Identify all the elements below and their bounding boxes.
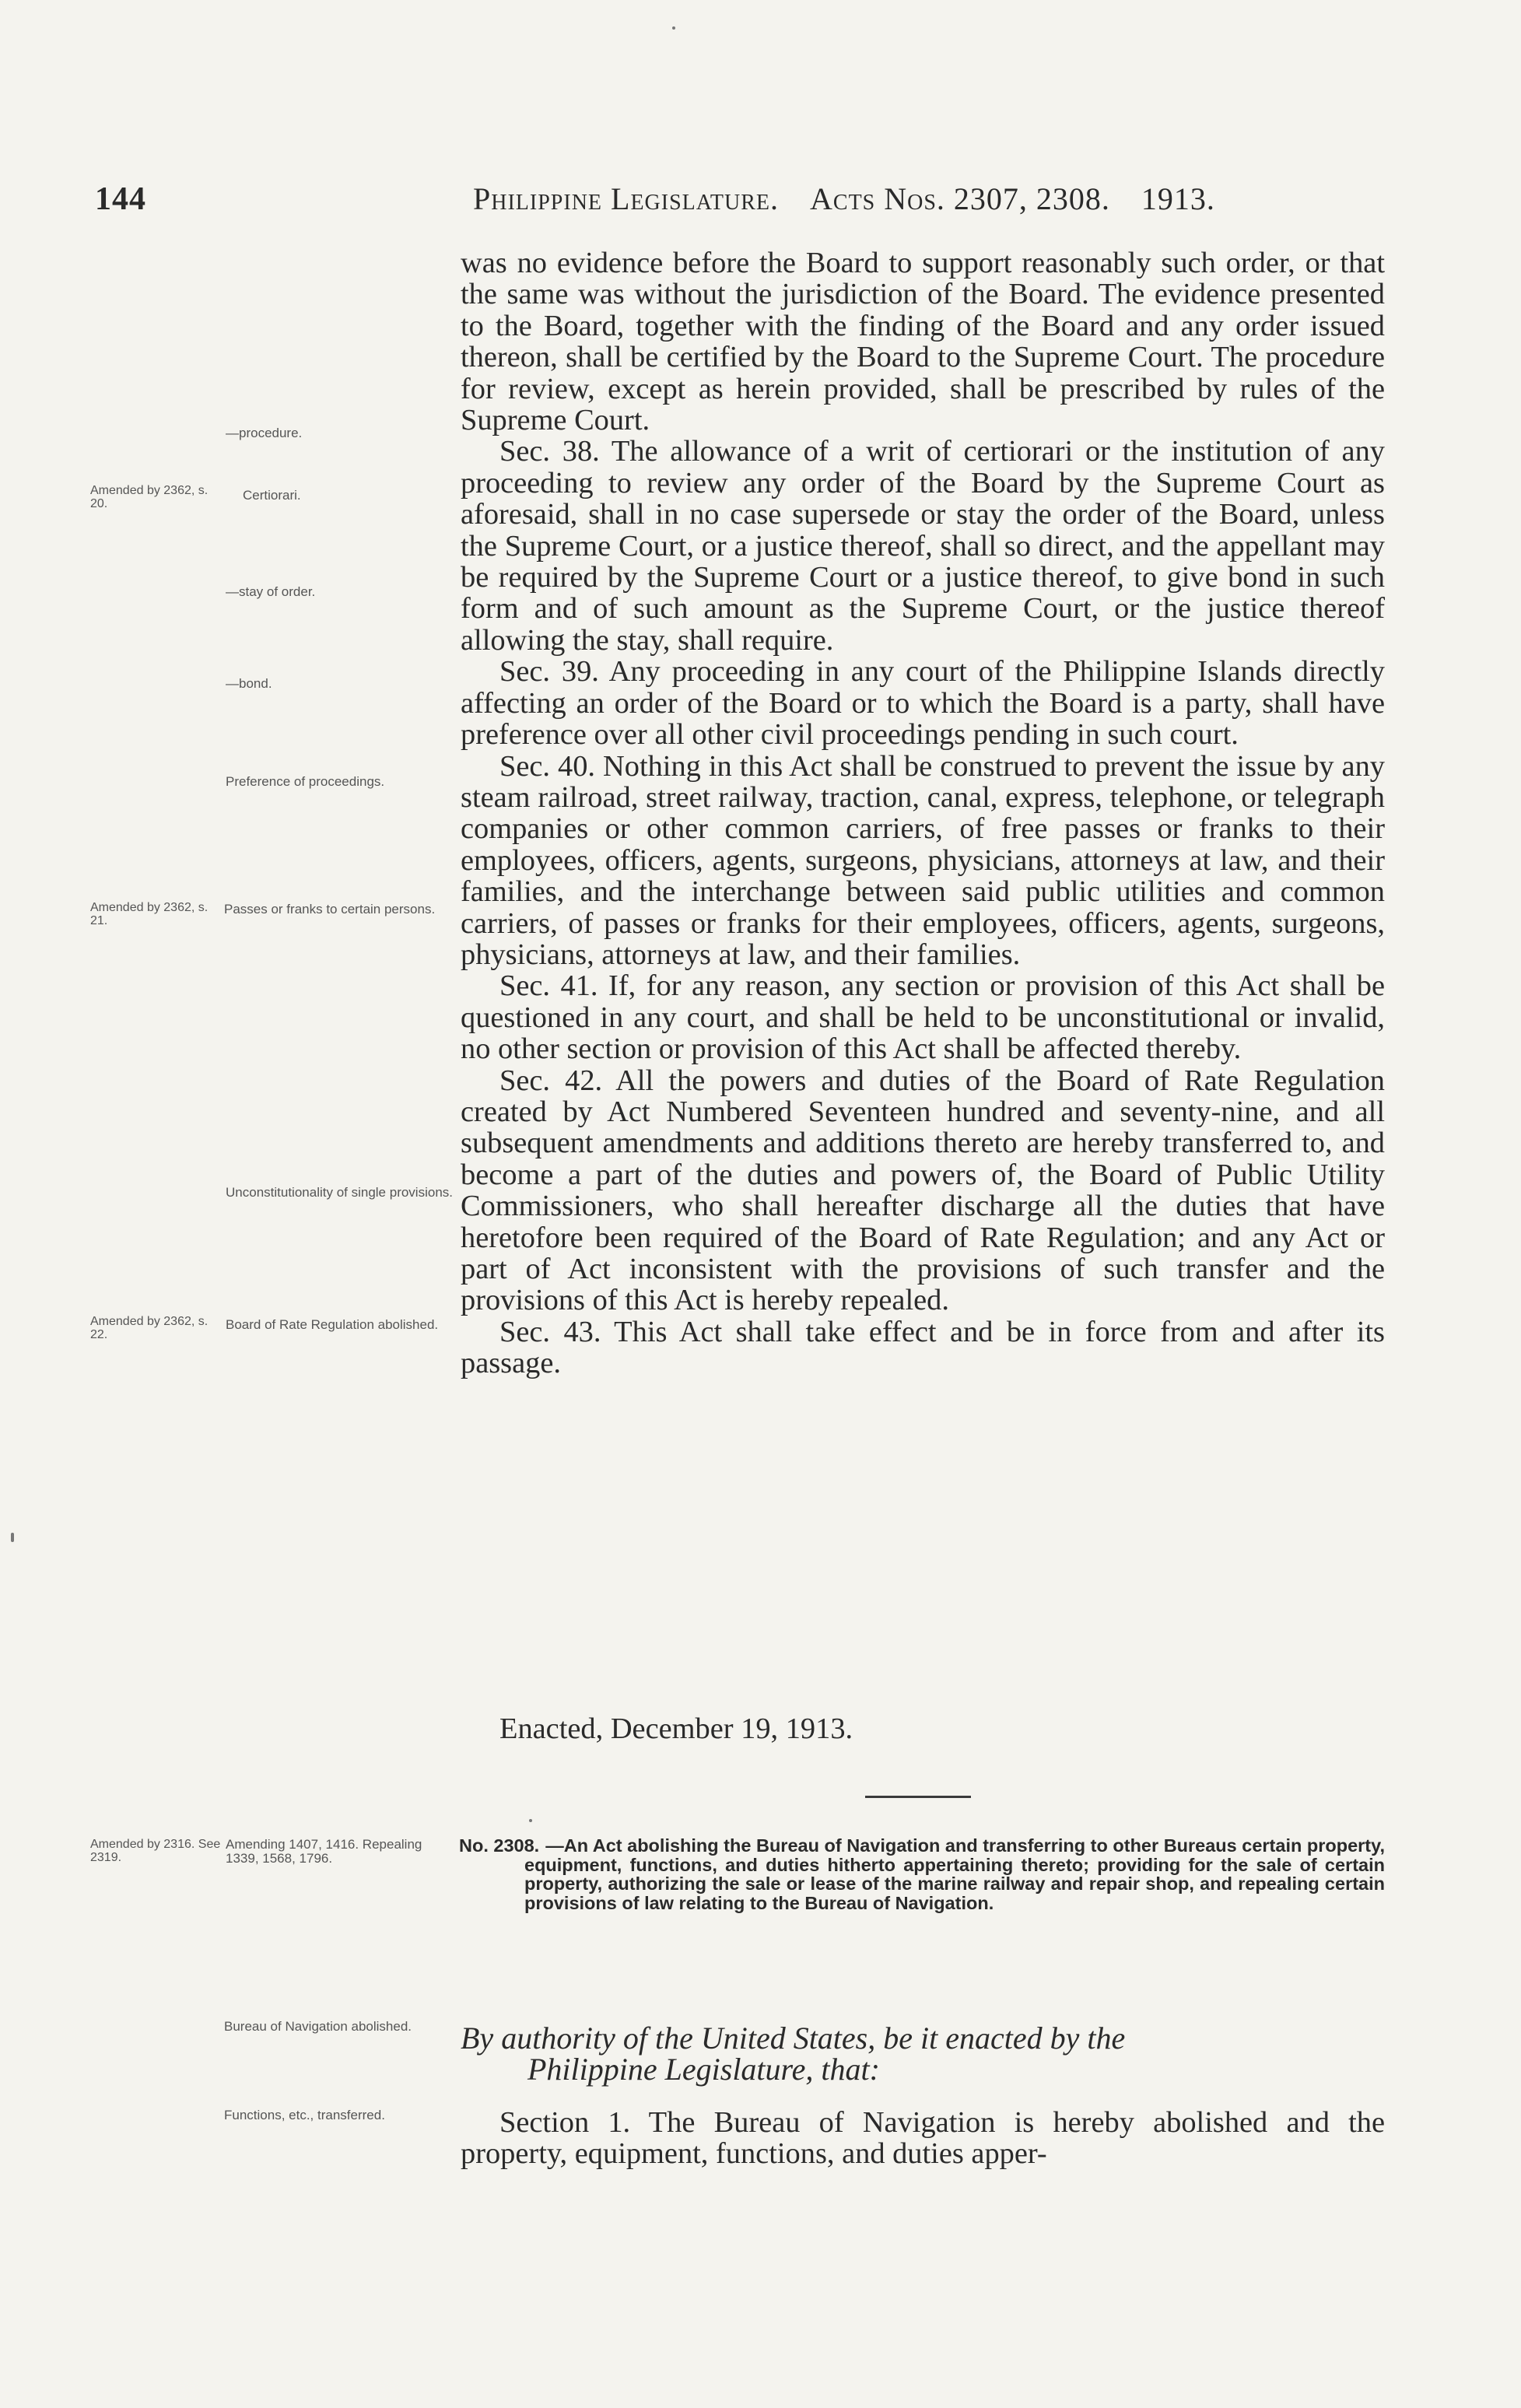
paragraph-sec-42: Sec. 42. All the powers and duties of the Board of Rate Regulation created by Act Numbered Seventeen hundred and seventy-nine, and all subsequent amendments and additions thereto are hereby transferred to, and become a part of the duties and powers of, the Board of Public Utility Commissioners, who shall hereafter discharge all the duties that have heretofore been required of the Board of Rate Regulation; and any Act or part of Act inconsistent with the provisions of such transfer and the provisions of this Act is hereby repealed. (461, 1064, 1385, 1317)
paragraph-continuation: was no evidence before the Board to support reasonably such order, or that the same was without the jurisdiction of the Board. The evidence presented to the Board, together with the finding of the Board and any order issued thereon, shall be certified by the Board to the Supreme Court. The procedure for review, except as herein provided, shall be prescribed by rules of the Supreme Court. (461, 247, 1385, 437)
header-year: 1913. (1141, 181, 1215, 216)
paragraph-sec-41: Sec. 41. If, for any reason, any section or provision of this Act shall be questioned in any court, and shall be held to be unconstitutional or invalid, no other section or provision of this Act shall be affected thereby. (461, 969, 1385, 1066)
header-acts: Acts Nos. 2307, 2308. (810, 181, 1110, 216)
margin-note-navigation-abolished: Bureau of Navigation abolished. (224, 2019, 412, 2034)
margin-note-amending-repealing: Amending 1407, 1416. Repealing 1339, 1568, 1796. (226, 1837, 422, 1866)
paragraph-sec-40: Sec. 40. Nothing in this Act shall be construed to prevent the issue by any steam railroad, street railway, traction, canal, express, telephone, or telegraph companies or other common carriers, of free passes or franks to their employees, officers, agents, surgeons, physicians, attorneys at law, and their families, and the interchange between said public utilities and common carriers, of passes or franks for their employees, officers, agents, surgeons, physicians, attorneys at law, and their families. (461, 749, 1385, 971)
act-2308-section-1 (461, 2107, 1385, 2170)
margin-note-amended-s22: Amended by 2362, s. 22. (90, 1315, 209, 1341)
enacted-date: Enacted, December 19, 1913. (499, 1712, 853, 1745)
margin-note-unconstitutionality: Unconstitutionality of single provisions. (226, 1185, 453, 1200)
margin-note-bond: —bond. (226, 676, 272, 691)
act-title: —An Act abolishing the Bureau of Navigation and transferring to other Bureaus certain property, equipment, functions, and duties hitherto appertaining thereto; providing for the sale of certain property, authorizing the sale or lease of the marine railway and repair shop, and repealing certain provisions of law relating to the Bureau of Navigation. (524, 1835, 1385, 1913)
running-header (473, 181, 1391, 217)
margin-note-amended-s21: Amended by 2362, s. 21. (90, 901, 209, 927)
enacting-clause-line2: Philippine Legislature, that: (527, 2052, 880, 2087)
margin-note-stay-of-order: —stay of order. (226, 584, 316, 599)
paragraph-sec-38: Sec. 38. The allowance of a writ of certiorari or the institution of any proceeding to review any order of the Board by the Supreme Court as aforesaid, shall in no case supersede or stay the order of the Board, unless the Supreme Court, or a justice thereof, shall so direct, and the appellant may be required by the Supreme Court or a justice thereof, to give bond in such form and of such amount as the Supreme Court, or the justice thereof allowing the stay, shall require. (461, 435, 1385, 657)
margin-note-passes-franks: Passes or franks to certain persons. (224, 902, 436, 917)
margin-note-certiorari: Certiorari. (243, 488, 301, 503)
scan-speck (672, 26, 675, 30)
margin-note-procedure: —procedure. (226, 426, 303, 440)
paragraph-sec-39: Sec. 39. Any proceeding in any court of the Philippine Islands directly affecting an order of the Board or to which the Board is a party, shall have preference over all other civil proceedings pending in such court. (461, 655, 1385, 752)
margin-note-preference: Preference of proceedings. (226, 774, 385, 789)
paragraph-section-1: Section 1. The Bureau of Navigation is hereby abolished and the property, equipment, functions, and duties apper- (461, 2106, 1385, 2171)
act-number: No. 2308. (459, 1835, 540, 1856)
enacting-clause (461, 2023, 1385, 2085)
margin-note-functions-transferred: Functions, etc., transferred. (224, 2108, 385, 2122)
main-text (461, 247, 1385, 1379)
margin-note-amended-2316: Amended by 2316. See 2319. (90, 1838, 221, 1864)
scan-speck (11, 1533, 14, 1542)
enacting-clause-line1: By authority of the United States, be it enacted by the (461, 2021, 1126, 2056)
act-2308-heading (459, 1836, 1385, 1912)
margin-note-board-abolished: Board of Rate Regulation abolished. (226, 1317, 439, 1332)
margin-note-amended-s20: Amended by 2362, s. 20. (90, 484, 209, 510)
header-legislature: Philippine Legislature. (473, 181, 779, 216)
scan-speck (529, 1819, 532, 1822)
page-number: 144 (95, 181, 146, 217)
paragraph-sec-43: Sec. 43. This Act shall take effect and be in force from and after its passage. (461, 1315, 1385, 1380)
section-divider (865, 1796, 971, 1798)
